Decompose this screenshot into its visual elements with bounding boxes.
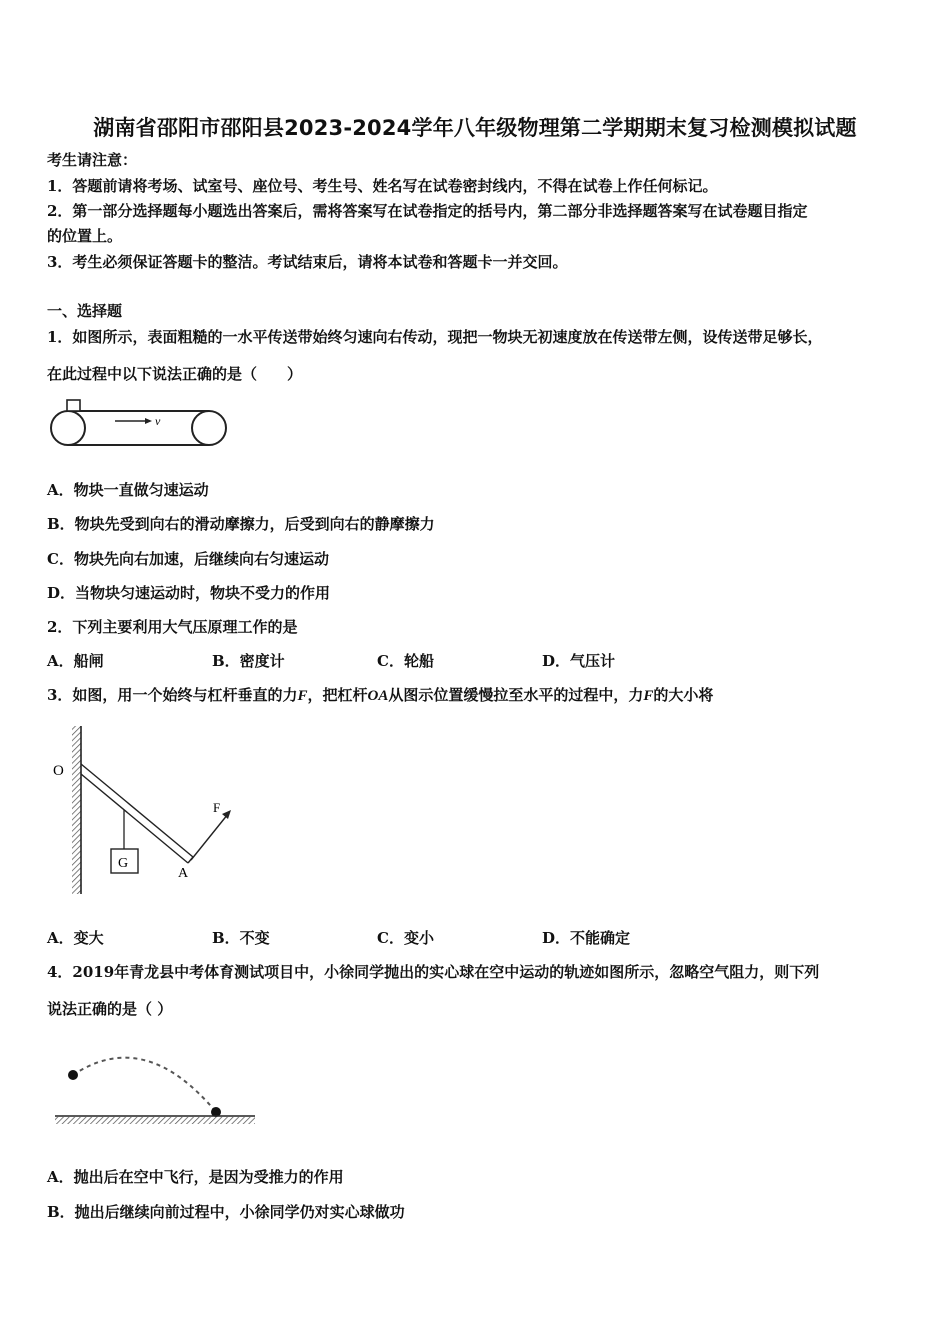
section-heading: 一、选择题 (47, 302, 123, 320)
notice-heading: 考生请注意： (47, 151, 138, 169)
q3-var-f2: F (643, 688, 654, 704)
q1-stem-line2: 在此过程中以下说法正确的是（ ） (47, 365, 303, 383)
force-arrowhead (222, 810, 231, 819)
q3-var-oa: OA (367, 688, 389, 704)
q3-stem (47, 685, 713, 706)
start-ball (68, 1070, 78, 1080)
wall-hatching (72, 726, 81, 894)
lever-figure (45, 722, 245, 898)
q2-option-d: D．气压计 (542, 652, 616, 670)
q2-option-b: B．密度计 (212, 652, 285, 670)
q4-stem-line1: 4．2019年青龙县中考体育测试项目中，小徐同学抛出的实心球在空中运动的轨迹如图所示，忽略空气阻力，则下列 (47, 963, 820, 981)
velocity-label: v (155, 414, 161, 428)
force-arrow (191, 814, 228, 860)
notice-item-3: 3．考生必须保证答题卡的整洁。考试结束后，请将本试卷和答题卡一并交回。 (47, 253, 568, 271)
q3-option-c: C．变小 (377, 929, 434, 947)
notice-item-2b: 的位置上。 (47, 227, 123, 245)
q3-var-f: F (297, 688, 308, 704)
page-title: 湖南省邵阳市邵阳县2023-2024学年八年级物理第二学期期末复习检测模拟试题 (93, 116, 857, 140)
label-f: F (213, 800, 221, 815)
lever-upper-edge (81, 764, 193, 857)
q3-stem-part2: ，把杠杆 (307, 686, 368, 704)
q3-stem-part3: 从图示位置缓慢拉至水平的过程中，力 (388, 686, 644, 704)
q4-option-a: A．抛出后在空中飞行，是因为受推力的作用 (47, 1168, 344, 1186)
q3-option-a: A．变大 (47, 929, 104, 947)
q4-stem-line2: 说法正确的是（ ） (47, 1000, 173, 1018)
conveyor-belt-figure (45, 396, 235, 452)
q3-stem-part1: 3．如图，用一个始终与杠杆垂直的力 (47, 686, 298, 704)
label-g: G (118, 856, 129, 871)
trajectory-figure (50, 1045, 260, 1130)
q2-option-c: C．轮船 (377, 652, 434, 670)
q3-option-b: B．不变 (212, 929, 270, 947)
q1-option-c: C．物块先向右加速，后继续向右匀速运动 (47, 550, 329, 568)
notice-item-1: 1．答题前请将考场、试室号、座位号、考生号、姓名写在试卷密封线内，不得在试卷上作任何标记。 (47, 177, 718, 195)
ground-hatching (55, 1117, 255, 1124)
q1-option-b: B．物块先受到向右的滑动摩擦力，后受到向右的静摩擦力 (47, 515, 435, 533)
q1-stem-line1: 1．如图所示，表面粗糙的一水平传送带始终匀速向右传动，现把一物块无初速度放在传送带左侧，设传送带足够长， (47, 328, 823, 346)
q3-stem-part4: 的大小将 (653, 686, 714, 704)
label-o: O (53, 763, 64, 779)
left-roller (51, 411, 85, 445)
trajectory-path (73, 1058, 216, 1112)
q3-option-d: D．不能确定 (542, 929, 631, 947)
q1-option-d: D．当物块匀速运动时，物块不受力的作用 (47, 584, 331, 602)
q2-option-a: A．船闸 (47, 652, 104, 670)
q2-stem: 2．下列主要利用大气压原理工作的是 (47, 618, 298, 636)
block (67, 400, 80, 411)
velocity-arrowhead (145, 418, 152, 424)
q1-option-a: A．物块一直做匀速运动 (47, 481, 209, 499)
label-a: A (178, 866, 189, 881)
notice-item-2a: 2．第一部分选择题每小题选出答案后，需将答案写在试卷指定的括号内，第二部分非选择题答案写在试卷题目指定 (47, 202, 808, 220)
q4-option-b: B．抛出后继续向前过程中，小徐同学仍对实心球做功 (47, 1203, 405, 1221)
right-roller (192, 411, 226, 445)
